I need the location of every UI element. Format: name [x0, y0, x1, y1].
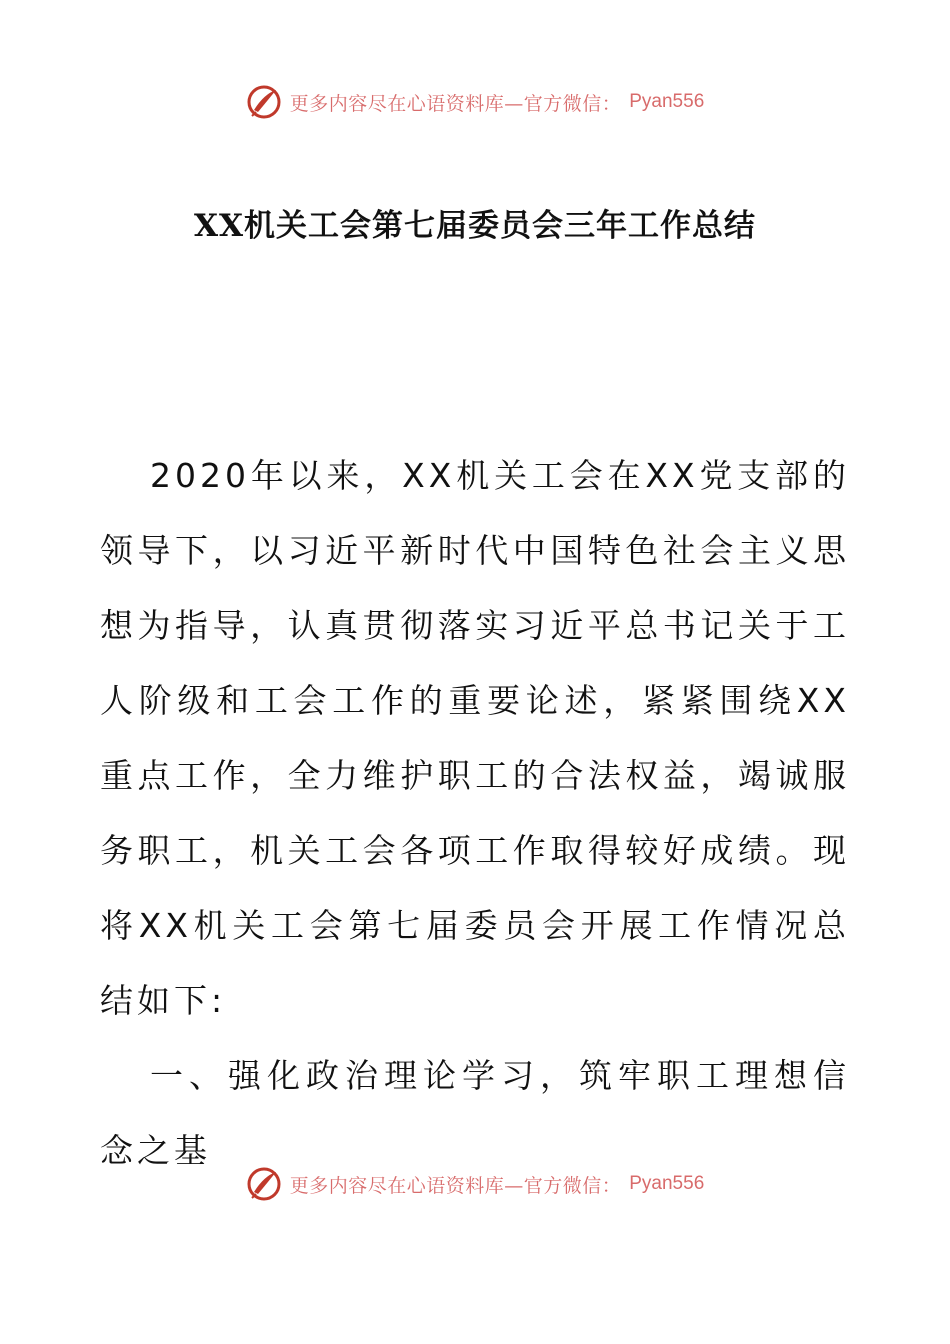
document-body — [100, 438, 850, 1188]
watermark-text: 更多内容尽在心语资料库—官方微信： — [289, 1174, 622, 1197]
watermark-text: 更多内容尽在心语资料库—官方微信： — [289, 92, 622, 115]
watermark-wechat-id: Pyan556 — [629, 1173, 705, 1194]
quill-logo-icon — [246, 1166, 282, 1202]
watermark-footer — [0, 1162, 950, 1206]
quill-logo-icon — [246, 84, 282, 120]
watermark-header — [0, 80, 950, 124]
watermark-wechat-id: Pyan556 — [629, 91, 705, 112]
paragraph-intro: 2020年以来，XX机关工会在XX党支部的领导下，以习近平新时代中国特色社会主义思想为指导，认真贯彻落实习近平总书记关于工人阶级和工会工作的重要论述，紧紧围绕XX重点工作，全力维护职工的合法权益，竭诚服务职工，机关工会各项工作取得较好成绩。现将XX机关工会第七届委员会开展工作情况总结如下: — [100, 456, 850, 1020]
document-title: XX机关工会第七届委员会三年工作总结 — [193, 208, 757, 244]
section-heading-1: 一、强化政治理论学习，筑牢职工理想信念之基 — [100, 1056, 850, 1170]
